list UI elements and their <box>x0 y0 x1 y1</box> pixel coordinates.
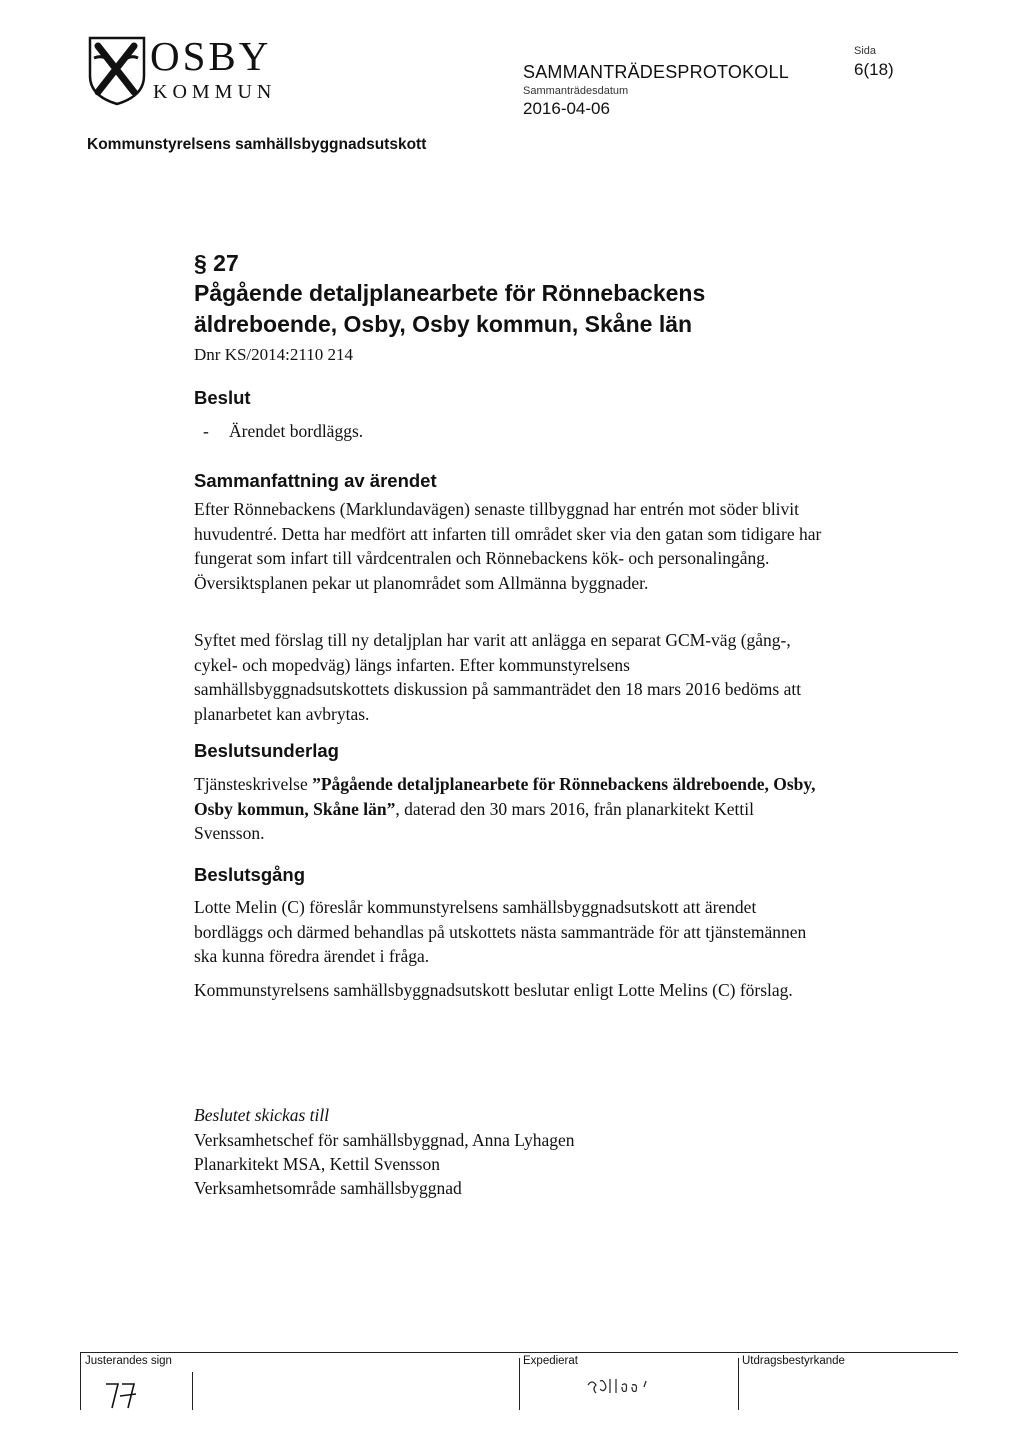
expedierat-handwritten-date <box>586 1375 666 1397</box>
decision-line <box>203 421 363 442</box>
meeting-date: 2016-04-06 <box>523 99 610 118</box>
signature-initials <box>104 1378 152 1412</box>
page-label: Sida <box>854 45 877 57</box>
logo-subtitle: KOMMUN <box>153 81 277 103</box>
decision-dash: - <box>203 421 209 441</box>
process-paragraph-2: Kommunstyrelsens samhällsbyggnadsutskott beslutar enligt Lotte Melins (C) förslag. <box>194 980 793 1000</box>
document-type: SAMMANTRÄDESPROTOKOLL <box>523 62 789 82</box>
logo-name: OSBY <box>150 33 272 79</box>
basis-suffix: , daterad den 30 mars 2016, från planarkitekt Kettil Svensson. <box>194 798 754 843</box>
decision-text: Ärendet bordläggs. <box>229 421 364 441</box>
summary-heading: Sammanfattning av ärendet <box>194 470 437 491</box>
expedierat-label: Expedierat <box>523 1355 578 1367</box>
process-paragraph-1: Lotte Melin (C) föreslår kommunstyrelsens samhällsbyggnadsutskott att ärendet bordläggs och därmed behandlas på utskottets nästa sammanträde för att tjänstemännen ska kunna föredra ärendet i fråga. <box>194 897 807 966</box>
page-number: 6(18) <box>854 60 894 79</box>
recipients-heading: Beslutet skickas till <box>194 1105 330 1125</box>
basis-prefix: Tjänsteskrivelse <box>194 774 313 794</box>
summary-paragraph-2: Syftet med förslag till ny detaljplan har varit att anlägga en separat GCM-väg (gång-, cykel- och mopedväg) längs infarten. Efter kommunstyrelsens samhällsbyggnadsutskottets diskussion på sammanträdet den 18 mars 2016 bedöms att planarbetet kan avbrytas. <box>194 630 802 724</box>
osby-logo-emblem-icon <box>84 36 148 106</box>
recipient-2: Planarkitekt MSA, Kettil Svensson <box>194 1154 440 1174</box>
section-number: § 27 <box>194 250 239 276</box>
recipient-3: Verksamhetsområde samhällsbyggnad <box>194 1178 462 1198</box>
justerandes-label: Justerandes sign <box>85 1355 172 1367</box>
utdragsbestyrkande-label: Utdragsbestyrkande <box>742 1355 845 1367</box>
footer-divider-middle <box>519 1358 520 1410</box>
basis-document-title: ”Pågående detaljplanearbete för Rönnebackens äldreboende, Osby, Osby kommun, Skåne län” <box>194 774 816 819</box>
basis-heading: Beslutsunderlag <box>194 740 339 761</box>
basis-paragraph <box>194 772 824 846</box>
case-number: Dnr KS/2014:2110 214 <box>194 345 353 364</box>
meeting-date-label: Sammanträdesdatum <box>523 85 629 97</box>
recipient-1: Verksamhetschef för samhällsbyggnad, Anna Lyhagen <box>194 1130 575 1150</box>
footer-divider-left <box>80 1352 81 1410</box>
footer-rule <box>80 1352 958 1353</box>
committee-name: Kommunstyrelsens samhällsbyggnadsutskott <box>87 136 427 153</box>
footer-divider-right <box>738 1358 739 1410</box>
summary-paragraph-1: Efter Rönnebackens (Marklundavägen) senaste tillbyggnad har entrén mot söder blivit huvudentré. Detta har medfört att infarten till området sker via den gatan som tidigare har fungerat som infart till vårdcentralen och Rönnebackens kök- och personalingång. Översiktsplanen pekar ut planområdet som Allmänna byggnader. <box>194 499 822 593</box>
item-title: Pågående detaljplanearbete för Rönnebackens äldreboende, Osby, Osby kommun, Skåne län <box>194 280 706 337</box>
process-heading: Beslutsgång <box>194 864 306 885</box>
decision-heading: Beslut <box>194 387 251 408</box>
footer-divider-sign <box>192 1372 193 1410</box>
